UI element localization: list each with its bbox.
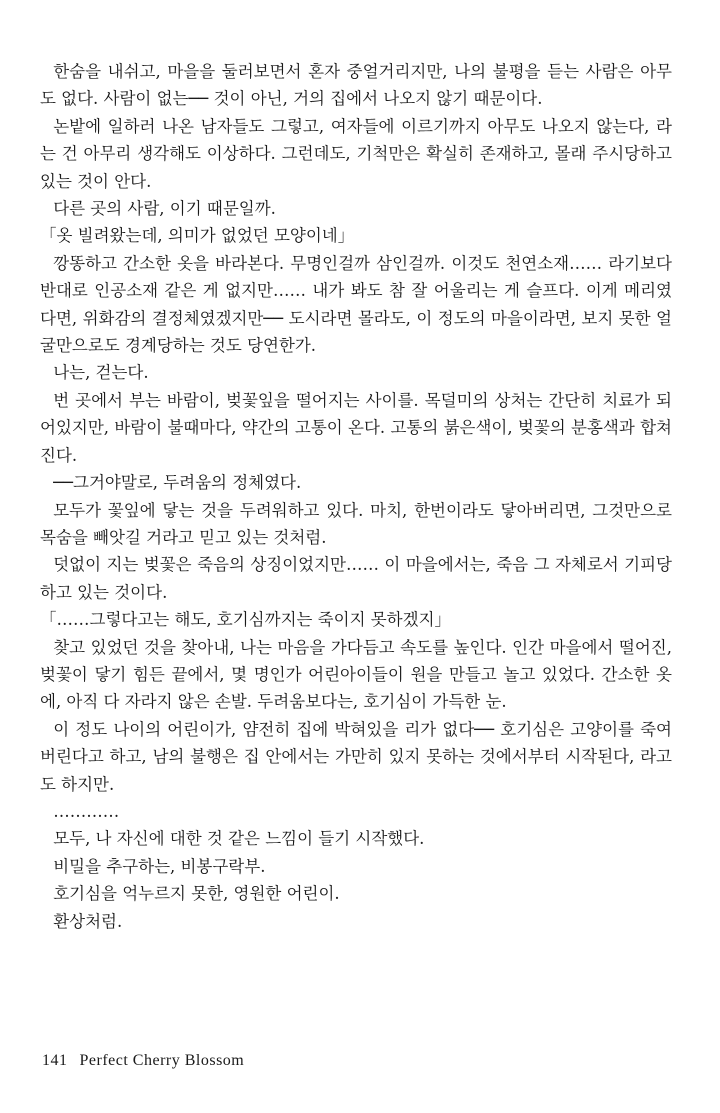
paragraph: 번 곳에서 부는 바람이, 벚꽃잎을 떨어지는 사이를. 목덜미의 상처는 간단히 치료가 되어있지만, 바람이 불때마다, 약간의 고통이 온다. 고통의 붉은색이, 벚꽃의 분홍색과 합쳐진다. [40, 390, 672, 465]
ellipsis-line: ………… [53, 801, 120, 821]
paragraph: 찾고 있었던 것을 찾아내, 나는 마음을 가다듬고 속도를 높인다. 인간 마을에서 떨어진, 벚꽃이 닿기 힘든 끝에서, 몇 명인가 어린아이들이 원을 만들고 놀고 있었다. 간소한 옷에, 아직 다 자라지 않은 손발. 두려움보다는, 호기심이 가득한 눈. [40, 637, 672, 712]
paragraph: 이 정도 나이의 어린이가, 얌전히 집에 박혀있을 리가 없다── 호기심은 고양이를 죽여 버린다고 하고, 남의 불행은 집 안에서는 가만히 있지 못하는 것에서부터 시작된다, 라고도 하지만. [40, 719, 672, 794]
book-title: Perfect Cherry Blossom [79, 1052, 245, 1069]
page-number: 141 [42, 1052, 68, 1069]
dialogue-line: 「……그렇다고는 해도, 호기심까지는 죽이지 못하겠지」 [40, 610, 452, 630]
paragraph: 다른 곳의 사람, 이기 때문일까. [53, 199, 276, 219]
dialogue-line: 「옷 빌려왔는데, 의미가 없었던 모양이네」 [40, 226, 355, 246]
paragraph: 덧없이 지는 벚꽃은 죽음의 상징이었지만…… 이 마을에서는, 죽음 그 자체로서 기피당하고 있는 것이다. [40, 555, 672, 602]
paragraph: 호기심을 억누르지 못한, 영원한 어린이. [53, 884, 340, 904]
paragraph: 비밀을 추구하는, 비봉구락부. [53, 856, 266, 876]
page-footer [42, 1052, 244, 1070]
paragraph: 논밭에 일하러 나온 남자들도 그렇고, 여자들에 이르기까지 아무도 나오지 않는다, 라는 건 아무리 생각해도 이상하다. 그런데도, 기척만은 확실히 존재하고, 몰래 주시당하고 있는 것이 안다. [40, 116, 672, 191]
paragraph: ──그거야말로, 두려움의 정체였다. [53, 473, 302, 493]
paragraph: 한숨을 내쉬고, 마을을 둘러보면서 혼자 중얼거리지만, 나의 불평을 듣는 사람은 아무도 없다. 사람이 없는── 것이 아닌, 거의 집에서 나오지 않기 때문이다. [40, 62, 672, 109]
paragraph: 모두가 꽃잎에 닿는 것을 두려워하고 있다. 마치, 한번이라도 닿아버리면, 그것만으로 목숨을 빼앗길 거라고 믿고 있는 것처럼. [40, 500, 672, 547]
paragraph: 모두, 나 자신에 대한 것 같은 느낌이 들기 시작했다. [53, 829, 425, 849]
paragraph: 깡똥하고 간소한 옷을 바라본다. 무명인걸까 삼인걸까. 이것도 천연소재…… 라기보다 반대로 인공소재 같은 게 없지만…… 내가 봐도 참 잘 어울리는 게 슬프다. 이게 메리였다면, 위화감의 결정체였겠지만── 도시라면 몰라도, 이 정도의 마을이라면, 보지 못한 얼굴만으로도 경계당하는 것도 당연한가. [40, 253, 672, 356]
body-text [40, 58, 672, 935]
paragraph: 환상처럼. [53, 911, 123, 931]
paragraph: 나는, 걷는다. [53, 363, 149, 383]
